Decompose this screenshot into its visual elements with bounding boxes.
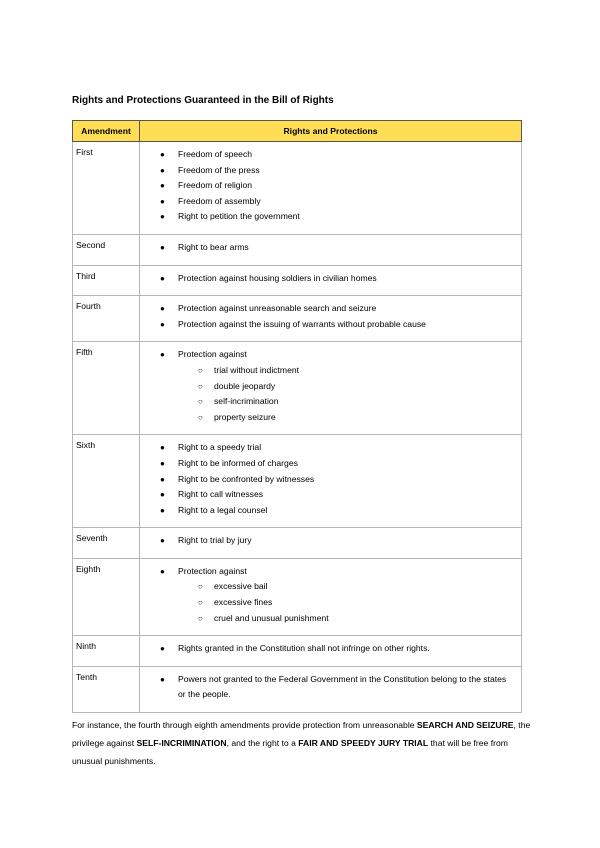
list-item <box>140 194 521 210</box>
bullet-icon: ● <box>160 443 165 453</box>
sub-list <box>178 579 521 626</box>
bullet-icon: ● <box>160 458 165 468</box>
list-item-text: Protection against <box>178 349 247 360</box>
list-item <box>140 240 521 256</box>
bullet-icon: ● <box>160 319 165 329</box>
list-item <box>140 672 521 703</box>
list-item <box>140 347 521 425</box>
table-row <box>73 142 522 235</box>
rights-cell <box>140 636 522 667</box>
list-item <box>140 533 521 549</box>
header-rights: Rights and Protections <box>140 121 522 142</box>
rights-cell <box>140 666 522 712</box>
amendment-cell: Tenth <box>73 666 140 712</box>
rights-list <box>140 667 521 712</box>
bullet-icon: ● <box>160 196 165 206</box>
list-item <box>140 440 521 456</box>
list-item-text: Freedom of speech <box>178 149 253 159</box>
rights-list <box>140 559 521 635</box>
circle-bullet-icon: ○ <box>198 613 203 623</box>
list-item-text: Freedom of the press <box>178 164 260 175</box>
list-item <box>140 163 521 179</box>
list-item <box>140 178 521 194</box>
rights-cell <box>140 265 522 296</box>
circle-bullet-icon: ○ <box>198 397 203 407</box>
rights-cell <box>140 234 522 265</box>
bullet-icon: ● <box>160 644 165 654</box>
rights-list <box>140 528 521 558</box>
sub-list-item <box>178 579 521 595</box>
rights-list <box>140 435 521 527</box>
emphasis-text: SELF-INCRIMINATION <box>136 738 227 748</box>
amendment-cell: Fourth <box>73 296 140 342</box>
list-item <box>140 317 521 333</box>
rights-cell <box>140 528 522 559</box>
list-item <box>140 472 521 488</box>
table-body <box>73 142 522 713</box>
list-item-text: Right to be informed of charges <box>178 457 298 468</box>
list-item-text: Freedom of religion <box>178 180 253 191</box>
bullet-icon: ● <box>160 474 165 484</box>
table-row <box>73 636 522 667</box>
bullet-icon: ● <box>160 273 165 283</box>
sub-list-item-text: self-incrimination <box>214 396 279 407</box>
circle-bullet-icon: ○ <box>198 598 203 608</box>
amendment-cell: Ninth <box>73 636 140 667</box>
table-row <box>73 265 522 296</box>
sub-list-item-text: property seizure <box>214 411 276 422</box>
list-item <box>140 503 521 519</box>
amendment-cell: Fifth <box>73 342 140 435</box>
bullet-icon: ● <box>160 505 165 515</box>
list-item-text: Right to petition the government <box>178 211 300 222</box>
list-item <box>140 564 521 626</box>
circle-bullet-icon: ○ <box>198 365 203 375</box>
list-item <box>140 456 521 472</box>
list-item-text: Right to call witnesses <box>178 489 264 500</box>
sub-list-item-text: trial without indictment <box>214 364 300 375</box>
bullet-icon: ● <box>160 566 165 576</box>
sub-list-item <box>178 379 521 395</box>
rights-list <box>140 266 521 296</box>
list-item-text: Right to trial by jury <box>178 535 252 546</box>
table-row <box>73 296 522 342</box>
table-row <box>73 435 522 528</box>
list-item <box>140 301 521 317</box>
paragraph-text: , and the right to a <box>226 738 299 748</box>
list-item-text: Protection against unreasonable search and seizure <box>178 303 377 314</box>
list-item-text: Right to a speedy trial <box>178 442 262 453</box>
sub-list-item <box>178 410 521 426</box>
sub-list <box>178 363 521 425</box>
emphasis-text: FAIR AND SPEEDY JURY TRIAL <box>298 738 429 748</box>
bullet-icon: ● <box>160 212 165 222</box>
rights-cell <box>140 296 522 342</box>
bullet-icon: ● <box>160 242 165 252</box>
sub-list-item <box>178 611 521 627</box>
rights-table <box>72 120 522 713</box>
bullet-icon: ● <box>160 536 165 546</box>
rights-cell <box>140 558 522 635</box>
bullet-icon: ● <box>160 490 165 500</box>
paragraph-text: For instance, the fourth through eighth amendments provide protection from unreasonable <box>72 720 417 730</box>
bullet-icon: ● <box>160 165 165 175</box>
list-item-text: Powers not granted to the Federal Government in the Constitution belong to the states or the people. <box>178 673 507 700</box>
list-item <box>140 487 521 503</box>
sub-list-item <box>178 595 521 611</box>
list-item <box>140 147 521 163</box>
list-item-text: Right to be confronted by witnesses <box>178 473 315 484</box>
amendment-cell: First <box>73 142 140 235</box>
rights-cell <box>140 435 522 528</box>
list-item-text: Rights granted in the Constitution shall not infringe on other rights. <box>178 643 430 654</box>
bullet-icon: ● <box>160 350 165 360</box>
sub-list-item-text: double jeopardy <box>214 380 276 391</box>
table-row <box>73 558 522 635</box>
sub-list-item <box>178 394 521 410</box>
table-row <box>73 342 522 435</box>
sub-list-item-text: excessive fines <box>214 597 273 608</box>
rights-cell <box>140 342 522 435</box>
sub-list-item-text: excessive bail <box>214 581 268 592</box>
amendment-cell: Second <box>73 234 140 265</box>
amendment-cell: Third <box>73 265 140 296</box>
bullet-icon: ● <box>160 150 165 159</box>
rights-list <box>140 342 521 434</box>
table-row <box>73 234 522 265</box>
bullet-icon: ● <box>160 181 165 191</box>
summary-paragraph <box>72 716 532 770</box>
list-item-text: Freedom of assembly <box>178 195 261 206</box>
rights-list <box>140 296 521 341</box>
list-item-text: Right to a legal counsel <box>178 504 268 515</box>
bullet-icon: ● <box>160 304 165 314</box>
rights-cell <box>140 142 522 235</box>
table-row <box>73 666 522 712</box>
amendment-cell: Seventh <box>73 528 140 559</box>
list-item-text: Right to bear arms <box>178 241 249 252</box>
document-title: Rights and Protections Guaranteed in the Bill of Rights <box>72 95 334 106</box>
list-item <box>140 641 521 657</box>
header-amendment: Amendment <box>73 121 140 142</box>
list-item-text: Protection against the issuing of warrants without probable cause <box>178 318 426 329</box>
sub-list-item <box>178 363 521 379</box>
circle-bullet-icon: ○ <box>198 381 203 391</box>
paragraph-text: , the privilege against <box>72 720 531 748</box>
circle-bullet-icon: ○ <box>198 582 203 592</box>
list-item-text: Protection against <box>178 565 247 576</box>
amendment-cell: Eighth <box>73 558 140 635</box>
circle-bullet-icon: ○ <box>198 412 203 422</box>
amendment-cell: Sixth <box>73 435 140 528</box>
rights-list <box>140 142 521 234</box>
bullet-icon: ● <box>160 674 165 684</box>
sub-list-item-text: cruel and unusual punishment <box>214 612 329 623</box>
paragraph-text: that will be free from unusual punishments. <box>72 738 508 766</box>
table-header-row <box>73 121 522 142</box>
rights-list <box>140 636 521 666</box>
rights-list <box>140 235 521 265</box>
list-item-text: Protection against housing soldiers in civilian homes <box>178 272 377 283</box>
emphasis-text: SEARCH AND SEIZURE <box>416 720 514 730</box>
list-item <box>140 271 521 287</box>
list-item <box>140 209 521 225</box>
table-row <box>73 528 522 559</box>
